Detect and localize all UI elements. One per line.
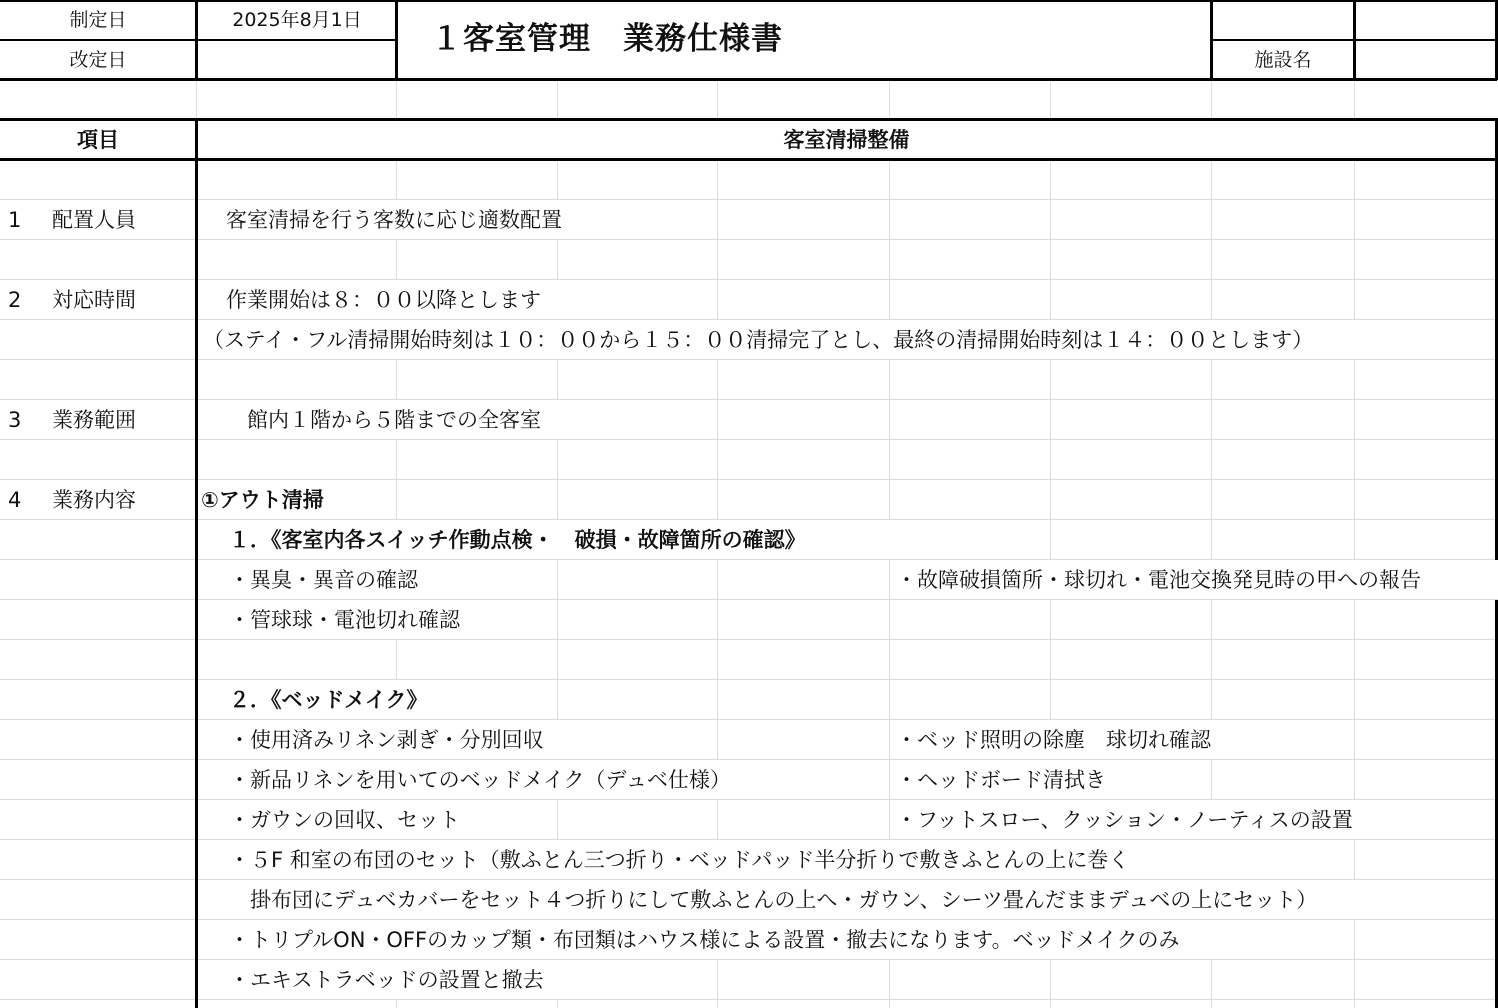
list-item: ・ベッド照明の除塵 球切れ確認 bbox=[896, 728, 1211, 752]
column-header-content: 客室清掃整備 bbox=[783, 128, 910, 152]
list-item: ・新品リネンを用いてのベッドメイク（デュベ仕様） bbox=[229, 768, 731, 792]
revised-date-value[interactable] bbox=[198, 40, 396, 80]
border bbox=[195, 118, 198, 1008]
gridline bbox=[1211, 80, 1212, 119]
list-item: ・５F 和室の布団のセット（敷ふとん三つ折り・ベッドパッド半分折りで敷きふとんの上に巻く bbox=[229, 848, 1130, 872]
facility-name-value[interactable] bbox=[1356, 40, 1495, 80]
section-label-staffing: 配置人員 bbox=[52, 208, 136, 232]
list-item: 掛布団にデュベカバーをセット４つ折りにして敷ふとんの上へ・ガウン、シーツ畳んだままデュベの上にセット） bbox=[229, 888, 1318, 912]
column-header-item: 項目 bbox=[77, 128, 119, 152]
facility-name-label: 施設名 bbox=[1254, 49, 1312, 71]
gridline bbox=[0, 999, 1498, 1000]
section-number: 4 bbox=[8, 488, 22, 512]
gridline bbox=[0, 639, 1498, 640]
list-item: ・管球球・電池切れ確認 bbox=[229, 608, 460, 632]
gridline bbox=[717, 80, 718, 119]
list-item: ・ヘッドボード清拭き bbox=[896, 768, 1106, 792]
section-label-work: 業務内容 bbox=[52, 488, 136, 512]
gridline bbox=[557, 80, 558, 119]
section-number: 3 bbox=[8, 408, 22, 432]
subsection-title-switch-check: １．《客室内各スイッチ作動点検・ 破損・故障箇所の確認》 bbox=[229, 528, 806, 552]
section-number: 2 bbox=[8, 288, 22, 312]
list-item: ・使用済みリネン剥ぎ・分別回収 bbox=[229, 728, 544, 752]
subsection-title-bed-make: ２．《ベッドメイク》 bbox=[229, 688, 428, 712]
list-item: ・故障破損箇所・球切れ・電池交換発見時の甲への報告 bbox=[896, 568, 1421, 592]
section-text-hours-note: （ステイ・フル清掃開始時刻は１０：００から１５：００清掃完了とし、最終の清掃開始時刻は１４：００とします） bbox=[203, 328, 1314, 352]
section-text-staffing: 客室清掃を行う客数に応じ適数配置 bbox=[205, 208, 562, 232]
section-number: 1 bbox=[8, 208, 22, 232]
list-item: ・ガウンの回収、セット bbox=[229, 808, 460, 832]
section-label-scope: 業務範囲 bbox=[52, 408, 136, 432]
section-label-hours: 対応時間 bbox=[52, 288, 136, 312]
gridline bbox=[1354, 80, 1355, 119]
list-item: ・フットスロー、クッション・ノーティスの設置 bbox=[896, 808, 1353, 832]
gridline bbox=[1050, 80, 1051, 119]
gridline bbox=[889, 80, 890, 119]
work-heading-checkout-cleaning: ①アウト清掃 bbox=[201, 488, 324, 512]
list-item: ・エキストラベッドの設置と撤去 bbox=[229, 968, 544, 992]
top-right-blank-1[interactable] bbox=[1213, 0, 1353, 40]
established-date-label: 制定日 bbox=[69, 9, 127, 31]
top-right-blank-2[interactable] bbox=[1356, 0, 1495, 40]
revised-date-label: 改定日 bbox=[69, 49, 127, 71]
list-item: ・異臭・異音の確認 bbox=[229, 568, 418, 592]
gridline bbox=[396, 80, 397, 119]
gridline bbox=[196, 80, 197, 119]
section-text-hours: 作業開始は８：００以降とします bbox=[205, 288, 541, 312]
list-item: ・トリプルON・OFFのカップ類・布団類はハウス様による設置・撤去になります。ベッドメイクのみ bbox=[229, 928, 1180, 952]
established-date-value[interactable]: 2025年8月1日 bbox=[232, 9, 362, 31]
page-title: １客室管理 業務仕様書 bbox=[431, 21, 783, 57]
section-text-scope: 館内１階から５階までの全客室 bbox=[205, 408, 541, 432]
